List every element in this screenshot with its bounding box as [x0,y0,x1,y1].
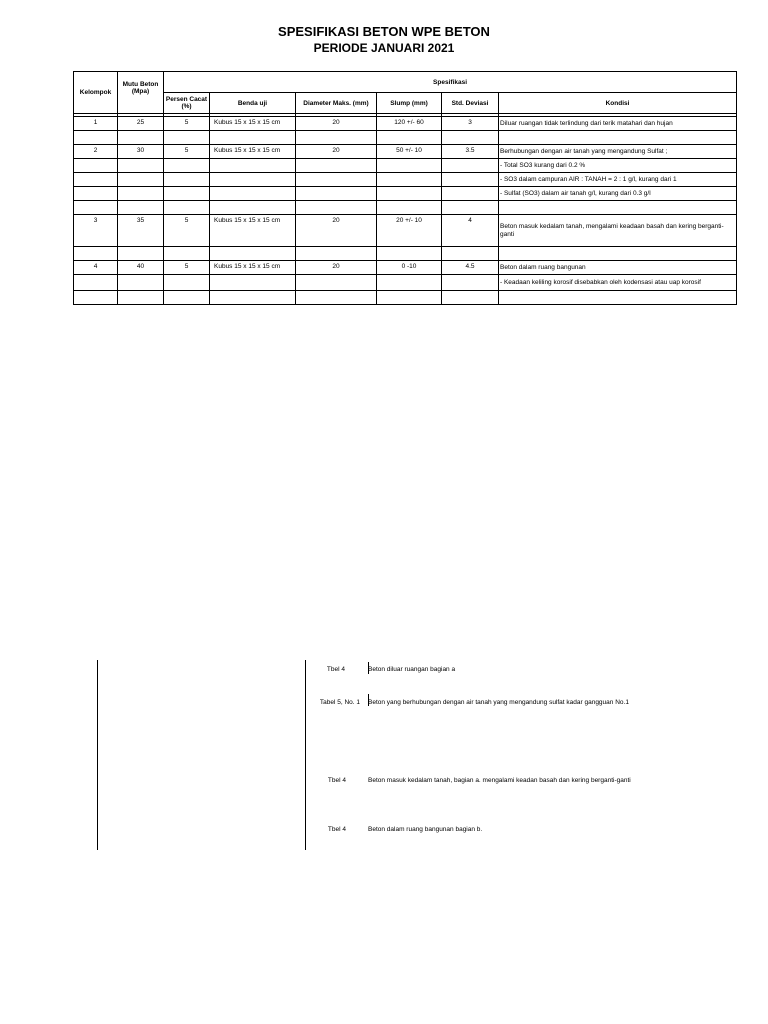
cell-benda-uji [210,159,296,173]
header-std-deviasi: Std. Deviasi [442,93,499,114]
cell-benda-uji [210,201,296,215]
cell-benda-uji: Kubus 15 x 15 x 15 cm [210,261,296,275]
cell-benda-uji [210,131,296,145]
cell-benda-uji: Kubus 15 x 15 x 15 cm [210,215,296,247]
cell-diameter: 20 [296,117,377,131]
note-text-1: Beton diluar ruangan bagian a [368,666,456,673]
cell-kelompok: 2 [74,145,118,159]
cell-benda-uji: Kubus 15 x 15 x 15 cm [210,117,296,131]
cell-std-deviasi [442,159,499,173]
cell-persen-cacat [164,275,210,291]
note-text-4: Beton dalam ruang bangunan bagian b. [368,826,483,833]
header-slump: Slump (mm) [377,93,442,114]
table-row [74,117,737,131]
cell-kelompok: 4 [74,261,118,275]
page-subtitle: PERIODE JANUARI 2021 [313,41,455,55]
notes-mid-border [305,660,306,850]
cell-kondisi: - Sulfat (SO3) dalam air tanah g/l, kurang dari 0.3 g/l [499,187,737,201]
cell-kelompok [74,187,118,201]
cell-mutu-beton [118,291,164,305]
header-kondisi: Kondisi [499,93,737,114]
cell-persen-cacat: 5 [164,261,210,275]
header-benda-uji: Benda uji [210,93,296,114]
cell-slump: 20 +/- 10 [377,215,442,247]
cell-diameter [296,173,377,187]
cell-std-deviasi [442,247,499,261]
cell-kelompok [74,275,118,291]
cell-slump [377,159,442,173]
cell-kelompok [74,291,118,305]
header-diameter: Diameter Maks. (mm) [296,93,377,114]
cell-kondisi: Beton masuk kedalam tanah, mengalami keadaan basah dan kering berganti-ganti [499,215,737,247]
table-row [74,145,737,159]
cell-diameter [296,187,377,201]
cell-benda-uji [210,291,296,305]
cell-diameter [296,159,377,173]
cell-slump [377,131,442,145]
note-ref-1: Tbel 4 [326,666,345,673]
header-persen-cacat: Persen Cacat (%) [164,93,210,114]
cell-benda-uji [210,247,296,261]
cell-mutu-beton [118,173,164,187]
cell-mutu-beton [118,247,164,261]
table-row [74,159,737,173]
cell-persen-cacat [164,247,210,261]
note-text-2: Beton yang berhubungan dengan air tanah yang mengandung sulfat kadar gangguan No.1 [368,699,629,706]
cell-std-deviasi [442,131,499,145]
note-ref-4: Tbel 4 [327,826,346,833]
header-spesifikasi: Spesifikasi [164,72,737,93]
cell-persen-cacat: 5 [164,117,210,131]
cell-kelompok [74,247,118,261]
header-kelompok: Kelompok [74,72,118,114]
cell-persen-cacat [164,159,210,173]
cell-kelompok [74,131,118,145]
cell-mutu-beton [118,275,164,291]
cell-std-deviasi: 4 [442,215,499,247]
cell-persen-cacat [164,201,210,215]
cell-diameter [296,131,377,145]
cell-mutu-beton: 35 [118,215,164,247]
cell-slump [377,291,442,305]
cell-kondisi: - SO3 dalam campuran AIR : TANAH = 2 : 1 g/l, kurang dari 1 [499,173,737,187]
table-row [74,187,737,201]
note-ref-3: Tbel 4 [327,777,346,784]
cell-benda-uji: Kubus 15 x 15 x 15 cm [210,145,296,159]
cell-slump: 50 +/- 10 [377,145,442,159]
cell-slump [377,275,442,291]
cell-kondisi [499,201,737,215]
cell-std-deviasi [442,173,499,187]
cell-std-deviasi [442,201,499,215]
table-row [74,247,737,261]
cell-diameter [296,275,377,291]
table-row [74,215,737,247]
table-row [74,201,737,215]
cell-benda-uji [210,187,296,201]
table-row [74,275,737,291]
cell-kondisi [499,291,737,305]
cell-mutu-beton [118,187,164,201]
cell-persen-cacat [164,291,210,305]
spec-table [73,71,737,305]
cell-kondisi [499,247,737,261]
cell-kondisi: - Keadaan keliling korosif disebabkan oleh kodensasi atau uap korosif [499,275,737,291]
cell-mutu-beton [118,159,164,173]
cell-slump [377,173,442,187]
cell-mutu-beton: 40 [118,261,164,275]
cell-diameter: 20 [296,145,377,159]
cell-kelompok [74,173,118,187]
cell-kondisi: Diluar ruangan tidak terlindung dari terik matahari dan hujan [499,117,737,131]
cell-slump [377,247,442,261]
cell-kondisi: - Total SO3 kurang dari 0.2 % [499,159,737,173]
cell-kondisi [499,131,737,145]
cell-diameter [296,247,377,261]
cell-persen-cacat [164,187,210,201]
cell-kondisi: Beton dalam ruang bangunan [499,261,737,275]
cell-diameter: 20 [296,261,377,275]
cell-persen-cacat [164,131,210,145]
table-row [74,261,737,275]
cell-kelompok [74,159,118,173]
cell-mutu-beton: 30 [118,145,164,159]
page-title: SPESIFIKASI BETON WPE BETON [278,24,490,39]
table-row [74,291,737,305]
cell-std-deviasi: 4.5 [442,261,499,275]
cell-mutu-beton [118,201,164,215]
cell-std-deviasi: 3.5 [442,145,499,159]
cell-kondisi: Berhubungan dengan air tanah yang mengandung Sulfat ; [499,145,737,159]
cell-mutu-beton: 25 [118,117,164,131]
cell-persen-cacat: 5 [164,215,210,247]
cell-benda-uji [210,275,296,291]
cell-mutu-beton [118,131,164,145]
cell-std-deviasi [442,275,499,291]
header-mutu-beton: Mutu Beton (Mpa) [118,72,164,114]
cell-diameter: 20 [296,215,377,247]
note-text-3: Beton masuk kedalam tanah, bagian a. mengalami keadan basah dan kering berganti-ganti [368,777,631,784]
cell-std-deviasi: 3 [442,117,499,131]
cell-persen-cacat: 5 [164,145,210,159]
cell-kelompok: 1 [74,117,118,131]
cell-benda-uji [210,173,296,187]
cell-slump: 0 -10 [377,261,442,275]
table-row [74,131,737,145]
notes-left-border [97,660,98,850]
cell-kelompok: 3 [74,215,118,247]
cell-slump [377,187,442,201]
cell-slump [377,201,442,215]
cell-slump: 120 +/- 60 [377,117,442,131]
note-ref-2: Tabel 5, No. 1 [319,699,360,706]
cell-persen-cacat [164,173,210,187]
cell-kelompok [74,201,118,215]
cell-diameter [296,291,377,305]
table-row [74,173,737,187]
cell-std-deviasi [442,187,499,201]
cell-diameter [296,201,377,215]
cell-std-deviasi [442,291,499,305]
